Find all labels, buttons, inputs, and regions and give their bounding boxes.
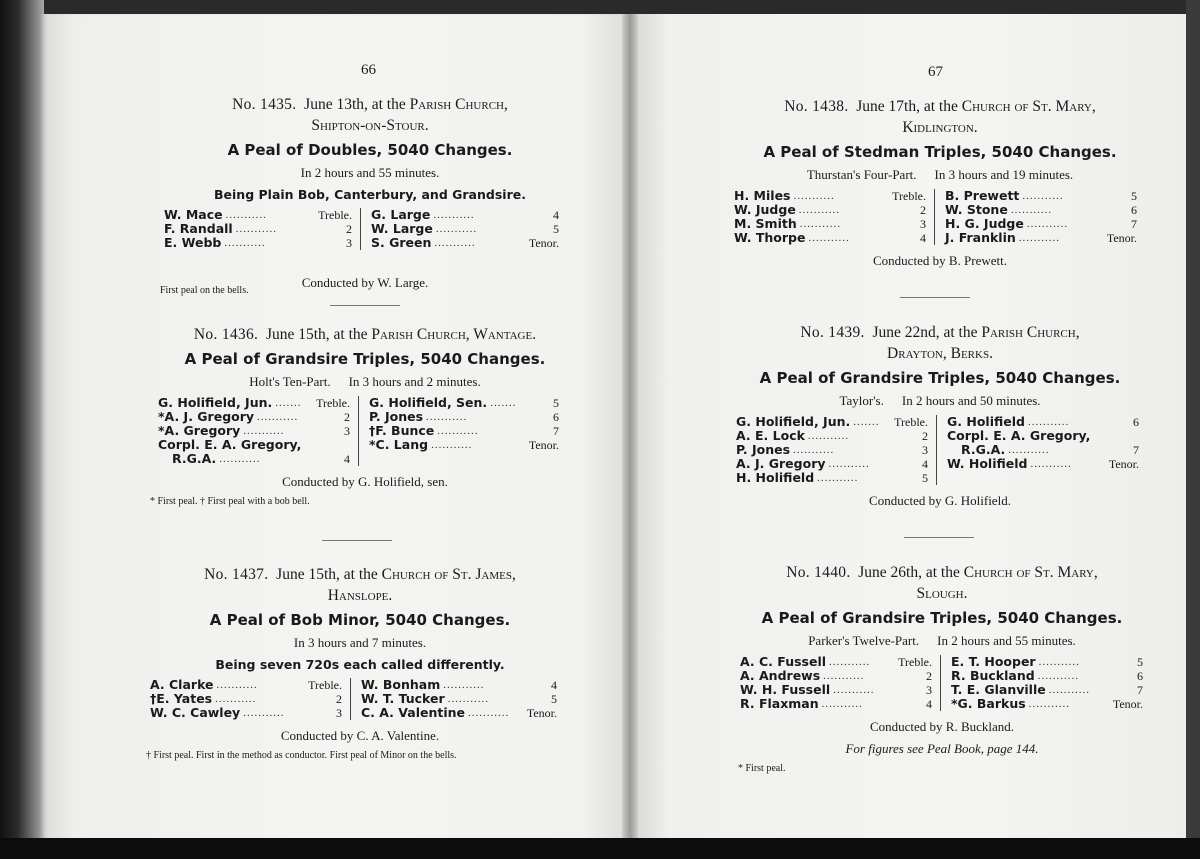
ringer-row bbox=[740, 683, 932, 697]
ringer-name: E. T. Hooper bbox=[951, 654, 1036, 669]
leader-dots: ........... bbox=[1022, 190, 1064, 202]
bell-position: 3 bbox=[926, 683, 932, 697]
ringer-row bbox=[361, 692, 557, 706]
bell-position: 5 bbox=[1131, 189, 1137, 203]
ringer-name: S. Green bbox=[371, 235, 432, 250]
leader-dots: ........... bbox=[225, 209, 267, 221]
leader-dots bbox=[1090, 429, 1139, 443]
ringer-name: R. Flaxman bbox=[740, 696, 819, 711]
leader-dots: ........... bbox=[447, 693, 489, 705]
leader-dots: ........... bbox=[1048, 684, 1090, 696]
ringer-name: W. T. Tucker bbox=[361, 691, 445, 706]
ringers-col-right bbox=[359, 396, 559, 466]
ringer-name: A. Andrews bbox=[740, 668, 821, 683]
ringer-row bbox=[734, 231, 926, 245]
bell-position: Tenor. bbox=[528, 236, 559, 250]
ringer-name: G. Large bbox=[371, 207, 431, 222]
leader-dots: ........... bbox=[793, 444, 835, 456]
ringer-row bbox=[945, 203, 1137, 217]
ringer-name: W. H. Fussell bbox=[740, 682, 831, 697]
peal-time: In 3 hours and 7 minutes. bbox=[293, 635, 427, 650]
bell-position: 6 bbox=[553, 410, 559, 424]
peal-conductor: Conducted by G. Holifield. bbox=[869, 493, 1011, 508]
ringer-name: R.G.A. bbox=[961, 442, 1006, 457]
ringers-table bbox=[164, 208, 580, 250]
ringer-row bbox=[736, 471, 928, 485]
peal-method: Being seven 720s each called differently. bbox=[215, 657, 505, 672]
ringer-name: W. Thorpe bbox=[734, 230, 806, 245]
ringer-row bbox=[947, 443, 1139, 457]
ringer-name: R. Buckland bbox=[951, 668, 1035, 683]
bell-position: Treble. bbox=[892, 189, 926, 203]
peal-heading: No. 1440. June 26th, at the Church of St. Mary, Slough. bbox=[786, 564, 1098, 602]
bell-position: 2 bbox=[336, 692, 342, 706]
ringer-name: H. Miles bbox=[734, 188, 791, 203]
ringers-table bbox=[150, 678, 570, 720]
peal-title: A Peal of Stedman Triples, 5040 Changes. bbox=[763, 143, 1117, 161]
leader-dots: ........... bbox=[426, 411, 468, 423]
leader-dots: ........... bbox=[793, 190, 835, 202]
leader-dots: ........... bbox=[1018, 232, 1061, 244]
ringer-row bbox=[158, 452, 350, 466]
ringer-row bbox=[371, 222, 559, 236]
leader-dots: ....... bbox=[490, 397, 517, 409]
ringer-row bbox=[369, 396, 559, 410]
leader-dots: ........... bbox=[1038, 656, 1080, 668]
ringer-row bbox=[158, 438, 350, 452]
bell-position: Tenor. bbox=[1106, 231, 1137, 245]
bell-position: 4 bbox=[920, 231, 926, 245]
leader-dots: ........... bbox=[823, 670, 865, 682]
entry-divider bbox=[904, 537, 974, 538]
peal-conductor: Conducted by W. Large. bbox=[301, 275, 429, 290]
ringer-row bbox=[150, 678, 342, 692]
peal-entry-1437 bbox=[146, 564, 570, 761]
entry-divider bbox=[330, 305, 400, 306]
bell-position: 4 bbox=[926, 697, 932, 711]
ringer-row bbox=[736, 457, 928, 471]
ringer-name: *A. J. Gregory bbox=[158, 409, 255, 424]
peal-heading: No. 1437. June 15th, at the Church of St. James, Hanslope. bbox=[204, 566, 516, 604]
bell-position: 7 bbox=[1133, 443, 1139, 457]
peal-heading: No. 1435. June 13th, at the Parish Church, Shipton-on-Stour. bbox=[232, 96, 508, 134]
peal-entry-1440 bbox=[732, 562, 1152, 774]
bell-position: Tenor. bbox=[528, 438, 559, 452]
leader-dots bbox=[301, 438, 350, 452]
peal-composition-time: Taylor's. In 2 hours and 50 minutes. bbox=[839, 393, 1041, 408]
leader-dots: ........... bbox=[243, 425, 285, 437]
peal-composition-time: Parker's Twelve-Part. In 2 hours and 55 minutes. bbox=[808, 633, 1076, 648]
bell-position: 2 bbox=[920, 203, 926, 217]
ringer-row bbox=[736, 443, 928, 457]
ringer-row bbox=[164, 222, 352, 236]
ringer-row bbox=[164, 208, 352, 222]
ringer-row bbox=[947, 457, 1139, 471]
peal-conductor: Conducted by G. Holifield, sen. bbox=[282, 474, 448, 489]
peal-entry-1436 bbox=[150, 324, 580, 507]
peal-conductor: Conducted by R. Buckland. bbox=[869, 719, 1015, 734]
leader-dots: ........... bbox=[437, 425, 479, 437]
entry-divider bbox=[900, 297, 970, 298]
ringer-name: A. J. Gregory bbox=[736, 456, 826, 471]
leader-dots: ........... bbox=[235, 223, 277, 235]
book-edge-right bbox=[1186, 0, 1200, 859]
leader-dots: ........... bbox=[833, 684, 875, 696]
leader-dots: ........... bbox=[1027, 416, 1070, 428]
peal-entry-1435 bbox=[160, 94, 580, 250]
bell-position: 6 bbox=[1131, 203, 1137, 217]
ringer-name: G. Holifield, Sen. bbox=[369, 395, 488, 410]
bell-position: 3 bbox=[336, 706, 342, 720]
peal-entry-1439 bbox=[730, 322, 1150, 509]
peal-conductor: Conducted by B. Prewett. bbox=[873, 253, 1007, 268]
ringers-col-right bbox=[935, 189, 1137, 245]
leader-dots: ........... bbox=[798, 204, 841, 216]
leader-dots: ........... bbox=[1037, 670, 1079, 682]
peal-figures-note: For figures see Peal Book, page 144. bbox=[845, 741, 1039, 756]
ringer-name: C. A. Valentine bbox=[361, 705, 466, 720]
bell-position: 2 bbox=[346, 222, 352, 236]
bell-position: 5 bbox=[922, 471, 928, 485]
ringers-table bbox=[734, 189, 1150, 245]
ringer-name: H. Holifield bbox=[736, 470, 815, 485]
ringers-col-right bbox=[351, 678, 557, 720]
ringers-col-left bbox=[150, 678, 351, 720]
ringer-row bbox=[734, 217, 926, 231]
ringer-name: A. Clarke bbox=[150, 677, 214, 692]
bell-position: 3 bbox=[920, 217, 926, 231]
peal-heading: No. 1436. June 15th, at the Parish Church, Wantage. bbox=[193, 326, 537, 343]
leader-dots: ........... bbox=[828, 458, 870, 470]
ringer-row bbox=[158, 396, 350, 410]
peal-entry-1438 bbox=[730, 96, 1150, 269]
ringers-col-right bbox=[361, 208, 559, 250]
leader-dots: ........... bbox=[807, 430, 850, 442]
bell-position: Treble. bbox=[316, 396, 350, 410]
leader-dots: ........... bbox=[243, 707, 285, 719]
ringer-row bbox=[736, 415, 928, 429]
bell-position: 3 bbox=[922, 443, 928, 457]
bell-position: 7 bbox=[1131, 217, 1137, 231]
peal-heading: No. 1439. June 22nd, at the Parish Church, Drayton, Berks. bbox=[800, 324, 1080, 362]
ringer-name: P. Jones bbox=[369, 409, 424, 424]
ringer-row bbox=[361, 706, 557, 720]
ringers-col-left bbox=[740, 655, 941, 711]
leader-dots: ........... bbox=[215, 693, 257, 705]
bell-position: Tenor. bbox=[1108, 457, 1139, 471]
peal-composition-time: Thurstan's Four-Part. In 3 hours and 19 minutes. bbox=[806, 167, 1074, 182]
ringer-name: F. Randall bbox=[164, 221, 233, 236]
leader-dots: ........... bbox=[808, 232, 850, 244]
ringer-name: A. E. Lock bbox=[736, 428, 805, 443]
bell-position: Treble. bbox=[308, 678, 342, 692]
page-number-right: 67 bbox=[928, 64, 943, 80]
ringer-name: P. Jones bbox=[736, 442, 791, 457]
leader-dots: ........... bbox=[433, 209, 475, 221]
ringer-name: M. Smith bbox=[734, 216, 797, 231]
ringers-table bbox=[736, 415, 1150, 485]
leader-dots: ........... bbox=[468, 707, 510, 719]
ringer-row bbox=[947, 429, 1139, 443]
ringer-row bbox=[740, 655, 932, 669]
ringers-col-left bbox=[164, 208, 361, 250]
ringer-row bbox=[158, 424, 350, 438]
ringer-name: W. C. Cawley bbox=[150, 705, 241, 720]
leader-dots: ........... bbox=[224, 237, 266, 249]
ringer-row bbox=[945, 217, 1137, 231]
ringer-name: A. C. Fussell bbox=[740, 654, 827, 669]
bell-position: Tenor. bbox=[526, 706, 557, 720]
ringer-name: *C. Lang bbox=[369, 437, 429, 452]
peal-title: A Peal of Doubles, 5040 Changes. bbox=[227, 141, 513, 159]
bell-position: 4 bbox=[344, 452, 350, 466]
ringer-name: G. Holifield, Jun. bbox=[158, 395, 273, 410]
bell-position: 2 bbox=[926, 669, 932, 683]
ringer-name: Corpl. E. A. Gregory, bbox=[158, 437, 302, 452]
ringer-row bbox=[734, 203, 926, 217]
ringer-name: W. Bonham bbox=[361, 677, 441, 692]
bell-position: 2 bbox=[344, 410, 350, 424]
peal-title: A Peal of Grandsire Triples, 5040 Changes. bbox=[761, 609, 1123, 627]
ringers-col-left bbox=[736, 415, 937, 485]
ringer-row bbox=[150, 692, 342, 706]
ringer-row bbox=[947, 415, 1139, 429]
leader-dots: ........... bbox=[435, 223, 478, 235]
ringer-row bbox=[734, 189, 926, 203]
ringer-row bbox=[371, 208, 559, 222]
ringers-col-left bbox=[158, 396, 359, 466]
bell-position: 5 bbox=[1137, 655, 1143, 669]
leader-dots: ........... bbox=[1028, 698, 1070, 710]
peal-title: A Peal of Grandsire Triples, 5040 Changes. bbox=[759, 369, 1121, 387]
ringer-name: B. Prewett bbox=[945, 188, 1020, 203]
ringer-name: G. Holifield, Jun. bbox=[736, 414, 851, 429]
bell-position: 2 bbox=[922, 429, 928, 443]
ringer-row bbox=[369, 438, 559, 452]
leader-dots: ........... bbox=[219, 453, 261, 465]
ringers-table bbox=[740, 655, 1152, 711]
ringer-row bbox=[158, 410, 350, 424]
bell-position: Treble. bbox=[318, 208, 352, 222]
bell-position: Treble. bbox=[898, 655, 932, 669]
peal-title: A Peal of Bob Minor, 5040 Changes. bbox=[209, 611, 511, 629]
peal-footnote: * First peal. bbox=[738, 763, 786, 774]
leader-dots: ........... bbox=[1026, 218, 1069, 230]
ringer-row bbox=[371, 236, 559, 250]
bell-position: 7 bbox=[553, 424, 559, 438]
ringer-row bbox=[740, 669, 932, 683]
ringers-col-left bbox=[734, 189, 935, 245]
peal-title: A Peal of Grandsire Triples, 5040 Changes. bbox=[184, 350, 546, 368]
ringer-row bbox=[361, 678, 557, 692]
ringer-name: T. E. Glanville bbox=[951, 682, 1046, 697]
bell-position: 5 bbox=[553, 396, 559, 410]
peal-footnote: First peal on the bells. bbox=[160, 285, 249, 296]
ringer-row bbox=[150, 706, 342, 720]
ringer-name: W. Holifield bbox=[947, 456, 1028, 471]
ringer-row bbox=[164, 236, 352, 250]
ringer-row bbox=[736, 429, 928, 443]
leader-dots: ........... bbox=[1008, 444, 1050, 456]
ringer-name: W. Judge bbox=[734, 202, 796, 217]
scan-border bbox=[0, 838, 1200, 859]
leader-dots: ........... bbox=[799, 218, 841, 230]
ringers-table bbox=[158, 396, 580, 466]
leader-dots: ........... bbox=[821, 698, 863, 710]
leader-dots: ....... bbox=[275, 397, 302, 409]
book-gutter bbox=[622, 14, 638, 840]
peal-conductor: Conducted by C. A. Valentine. bbox=[280, 728, 440, 743]
ringer-name: *A. Gregory bbox=[158, 423, 241, 438]
ringer-name: Corpl. E. A. Gregory, bbox=[947, 428, 1091, 443]
peal-composition-time: Holt's Ten-Part. In 3 hours and 2 minutes. bbox=[249, 374, 481, 389]
leader-dots: ........... bbox=[257, 411, 299, 423]
bell-position: 3 bbox=[346, 236, 352, 250]
leader-dots: ....... bbox=[853, 416, 880, 428]
ringer-name: G. Holifield bbox=[947, 414, 1025, 429]
bell-position: 5 bbox=[553, 222, 559, 236]
ringer-row bbox=[951, 655, 1143, 669]
ringers-col-right bbox=[941, 655, 1143, 711]
ringer-row bbox=[951, 669, 1143, 683]
peal-time: In 2 hours and 55 minutes. bbox=[300, 165, 440, 180]
ringers-col-right bbox=[937, 415, 1139, 485]
ringer-name: W. Large bbox=[371, 221, 433, 236]
bell-position: 4 bbox=[922, 457, 928, 471]
ringer-name: W. Stone bbox=[945, 202, 1008, 217]
bell-position: 7 bbox=[1137, 683, 1143, 697]
leader-dots: ........... bbox=[817, 472, 859, 484]
ringer-name: †E. Yates bbox=[150, 691, 213, 706]
bell-position: Treble. bbox=[894, 415, 928, 429]
ringer-row bbox=[945, 189, 1137, 203]
ringer-name: W. Mace bbox=[164, 207, 223, 222]
ringer-name: H. G. Judge bbox=[945, 216, 1024, 231]
ringer-row bbox=[369, 410, 559, 424]
ringer-name: E. Webb bbox=[164, 235, 222, 250]
ringer-name: *G. Barkus bbox=[951, 696, 1026, 711]
leader-dots: ........... bbox=[443, 679, 485, 691]
leader-dots: ........... bbox=[1010, 204, 1053, 216]
ringer-row bbox=[740, 697, 932, 711]
leader-dots: ........... bbox=[216, 679, 258, 691]
bell-position: Tenor. bbox=[1112, 697, 1143, 711]
bell-position: 4 bbox=[553, 208, 559, 222]
bell-position: 6 bbox=[1133, 415, 1139, 429]
peal-footnote: † First peal. First in the method as conductor. First peal of Minor on the bells. bbox=[146, 750, 457, 761]
entry-divider bbox=[322, 540, 392, 541]
bell-position: 3 bbox=[344, 424, 350, 438]
book-edge bbox=[0, 0, 44, 859]
leader-dots: ........... bbox=[434, 237, 476, 249]
ringer-row bbox=[951, 683, 1143, 697]
ringer-name: J. Franklin bbox=[945, 230, 1016, 245]
leader-dots: ........... bbox=[431, 439, 473, 451]
ringer-row bbox=[945, 231, 1137, 245]
ringer-name: R.G.A. bbox=[172, 451, 217, 466]
peal-footnote: * First peal. † First peal with a bob bell. bbox=[150, 496, 310, 507]
leader-dots: ........... bbox=[1030, 458, 1072, 470]
leader-dots: ........... bbox=[829, 656, 871, 668]
bell-position: 6 bbox=[1137, 669, 1143, 683]
page-number-left: 66 bbox=[361, 62, 376, 78]
peal-heading: No. 1438. June 17th, at the Church of St. Mary, Kidlington. bbox=[784, 98, 1096, 136]
bell-position: 5 bbox=[551, 692, 557, 706]
ringer-name: †F. Bunce bbox=[369, 423, 435, 438]
ringer-row bbox=[951, 697, 1143, 711]
peal-method: Being Plain Bob, Canterbury, and Grandsire. bbox=[214, 187, 526, 202]
bell-position: 4 bbox=[551, 678, 557, 692]
ringer-row bbox=[369, 424, 559, 438]
